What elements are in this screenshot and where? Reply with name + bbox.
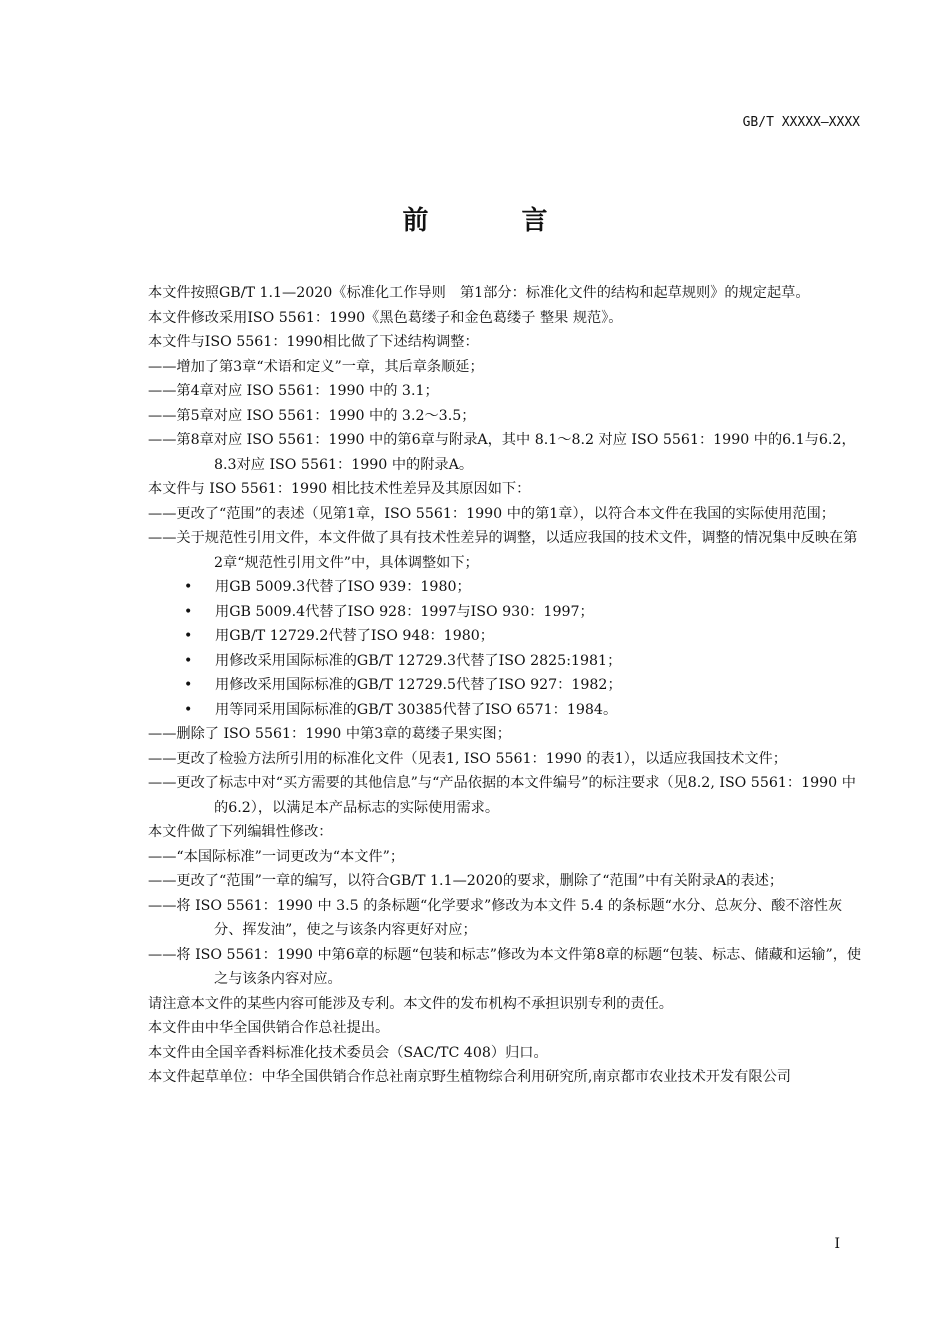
paragraph-drafting-units: 本文件起草单位：中华全国供销合作总社南京野生植物综合利用研究所,南京都市农业技术开发有限公司 xyxy=(148,1069,791,1085)
editorial-item: ——更改了“范围”一章的编写，以符合GB/T 1.1—2020的要求，删除了“范围”中有关附录A的表述； xyxy=(148,873,784,889)
list-item: • 用GB/T 12729.2代替了ISO 948：1980； xyxy=(112,624,862,649)
editorial-item: ——将 ISO 5561：1990 中 3.5 的条标题“化学要求”修改为本文件 5.4 的条标题“水分、总灰分、酸不溶性灰分、挥发油”，使之与该条内容更好对应； xyxy=(148,897,843,938)
structure-item: ——第5章对应 ISO 5561：1990 中的 3.2～3.5； xyxy=(148,407,476,424)
paragraph-committee: 本文件由全国辛香料标准化技术委员会（SAC/TC 408）归口。 xyxy=(148,1044,548,1061)
technical-item: ——关于规范性引用文件，本文件做了具有技术性差异的调整，以适应我国的技术文件，调整的情况集中反映在第2章“规范性引用文件”中，具体调整如下； xyxy=(148,530,858,571)
document-code: GB/T XXXXX—XXXX xyxy=(742,115,860,130)
structure-item: ——增加了第3章“术语和定义”一章，其后章条顺延； xyxy=(148,358,484,375)
paragraph-proposer: 本文件由中华全国供销合作总社提出。 xyxy=(148,1020,390,1036)
paragraph-editorial-intro: 本文件做了下列编辑性修改： xyxy=(148,824,333,840)
paragraph-patent-notice: 请注意本文件的某些内容可能涉及专利。本文件的发布机构不承担识别专利的责任。 xyxy=(148,995,673,1012)
paragraph-structure-intro: 本文件与ISO 5561：1990相比做了下述结构调整： xyxy=(148,334,479,350)
structure-item: ——第8章对应 ISO 5561：1990 中的第6章与附录A，其中 8.1～8.2 对应 ISO 5561：1990 中的6.1与6.2，8.3对应 ISO 5561：1990 中的附录A。 xyxy=(148,432,856,473)
technical-item: ——更改了检验方法所引用的标准化文件（见表1, ISO 5561：1990 的表1），以适应我国技术文件； xyxy=(148,750,787,767)
technical-item: ——更改了“范围”的表述（见第1章，ISO 5561：1990 中的第1章），以符合本文件在我国的实际使用范围； xyxy=(148,505,835,522)
list-item: • 用等同采用国际标准的GB/T 30385代替了ISO 6571：1984。 xyxy=(112,698,862,723)
list-item: • 用修改采用国际标准的GB/T 12729.5代替了ISO 927：1982； xyxy=(112,673,862,698)
page-title: 前 言 xyxy=(402,206,590,236)
technical-item: ——更改了标志中对“买方需要的其他信息”与“产品依据的本文件编号”的标注要求（见8.2, ISO 5561：1990 中的6.2），以满足本产品标志的实际使用需求。 xyxy=(148,775,856,816)
reference-list xyxy=(112,575,862,722)
list-item: • 用修改采用国际标准的GB/T 12729.3代替了ISO 2825:1981； xyxy=(112,649,862,674)
foreword-body xyxy=(112,281,862,1090)
paragraph-drafting-rule: 本文件按照GB/T 1.1—2020《标准化工作导则 第1部分：标准化文件的结构和起草规则》的规定起草。 xyxy=(148,285,810,301)
list-item: • 用GB 5009.3代替了ISO 939：1980； xyxy=(112,575,862,600)
paragraph-technical-intro: 本文件与 ISO 5561：1990 相比技术性差异及其原因如下： xyxy=(148,481,531,497)
editorial-item: ——将 ISO 5561：1990 中第6章的标题“包装和标志”修改为本文件第8章的标题“包装、标志、储藏和运输”，使之与该条内容对应。 xyxy=(148,946,862,987)
paragraph-adoption: 本文件修改采用ISO 5561：1990《黑色葛缕子和金色葛缕子 整果 规范》。 xyxy=(148,309,623,326)
structure-item: ——第4章对应 ISO 5561：1990 中的 3.1； xyxy=(148,383,439,399)
list-item: • 用GB 5009.4代替了ISO 928：1997与ISO 930：1997； xyxy=(112,600,862,625)
technical-item: ——删除了 ISO 5561：1990 中第3章的葛缕子果实图； xyxy=(148,726,511,742)
page-number: I xyxy=(834,1236,840,1252)
editorial-item: ——“本国际标准”一词更改为“本文件”； xyxy=(148,848,405,865)
